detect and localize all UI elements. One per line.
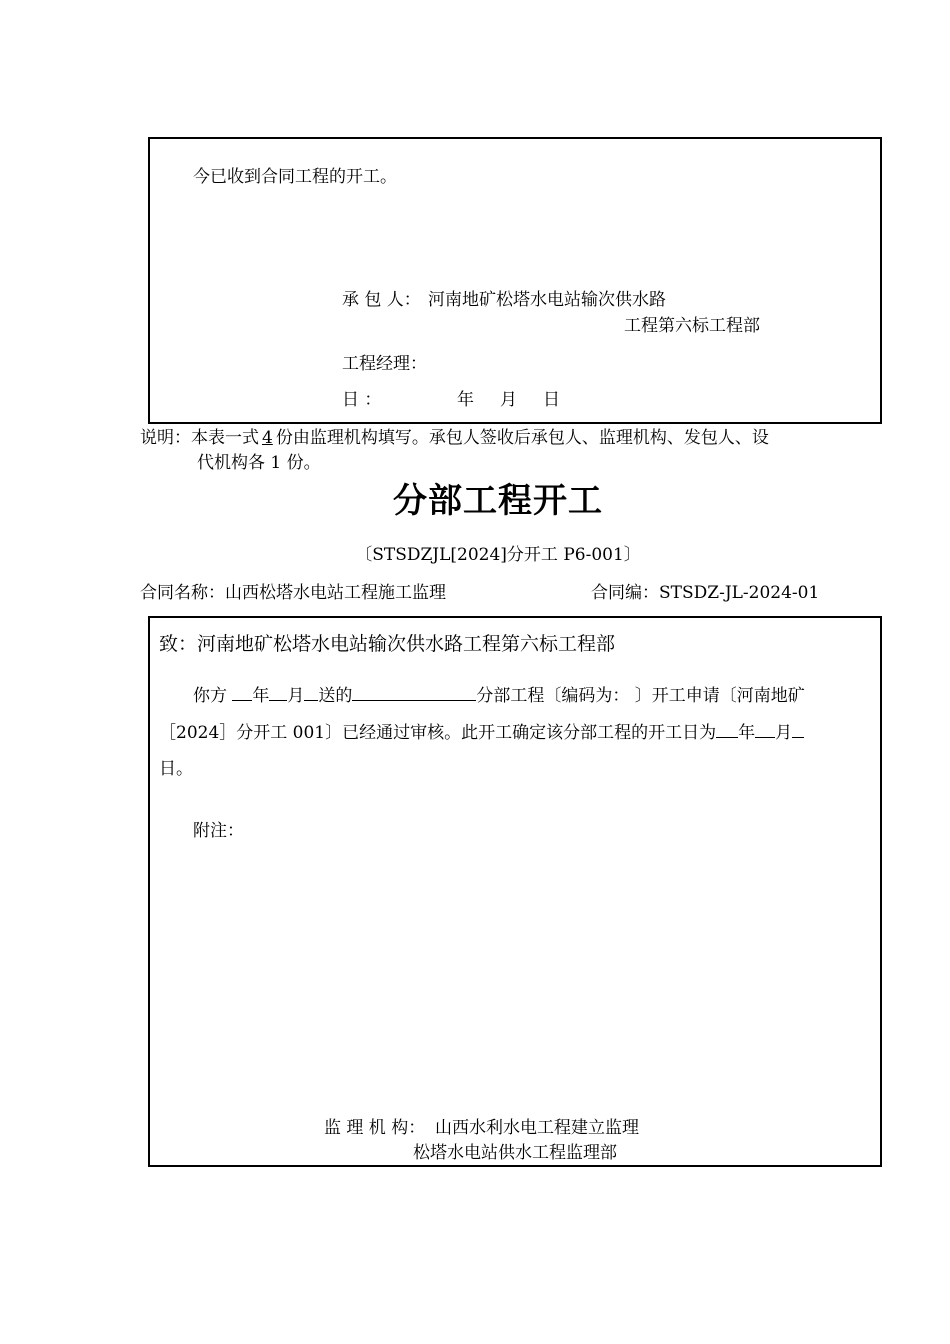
note-line2: 代机构各 1 份。 [197, 453, 321, 473]
blank-start-day [792, 721, 804, 738]
contractor-name-line2: 工程第六标工程部 [624, 316, 760, 336]
notice-recipient: 致：河南地矿松塔水电站输次供水路工程第六标工程部 [159, 633, 616, 655]
blank-start-month [755, 721, 775, 738]
receipt-date-year: 年 [457, 390, 474, 410]
blank-year [232, 684, 252, 701]
supervisor-label: 监 理 机 构： [324, 1118, 426, 1138]
form-code: 〔STSDZJL[2024]分开工 P6-001〕 [355, 545, 641, 565]
project-manager-label: 工程经理： [342, 354, 427, 374]
contract-number: 合同编：STSDZ-JL-2024-01 [591, 583, 820, 603]
contractor-name-line1: 河南地矿松塔水电站输次供水路 [428, 290, 666, 310]
note-prefix: 说明：本表一式 [140, 428, 259, 448]
notice-paragraph-line1: 你方 年 月 送的 分部工程〔编码为： 〕开工申请〔河南地矿 [193, 686, 805, 706]
receipt-date-month: 月 [500, 390, 517, 410]
contract-name: 合同名称：山西松塔水电站工程施工监理 [140, 583, 446, 603]
note-line1 [140, 428, 769, 448]
attachment-label: 附注： [193, 821, 244, 841]
blank-month [269, 684, 287, 701]
supervisor-name-line2: 松塔水电站供水工程监理部 [413, 1143, 617, 1163]
notice-paragraph-line2: ［2024］分开工 001〕已经通过审核。此开工确定该分部工程的开工日为 年 月 [159, 721, 804, 743]
blank-day [304, 684, 318, 701]
notice-paragraph-line3: 日。 [159, 759, 193, 779]
contractor-label: 承 包 人： [342, 290, 421, 310]
note-copy-count: 4 [262, 428, 273, 448]
form-title: 分部工程开工 [393, 481, 603, 521]
blank-start-year [716, 721, 738, 738]
supervisor-name-line1: 山西水利水电工程建立监理 [435, 1118, 639, 1138]
receipt-statement: 今已收到合同工程的开工。 [193, 167, 397, 187]
blank-work-name [352, 684, 476, 701]
note-rest: 份由监理机构填写。承包人签收后承包人、监理机构、发包人、设 [275, 428, 769, 448]
receipt-date-label: 日 ： [342, 390, 382, 410]
receipt-date-day: 日 [543, 390, 560, 410]
